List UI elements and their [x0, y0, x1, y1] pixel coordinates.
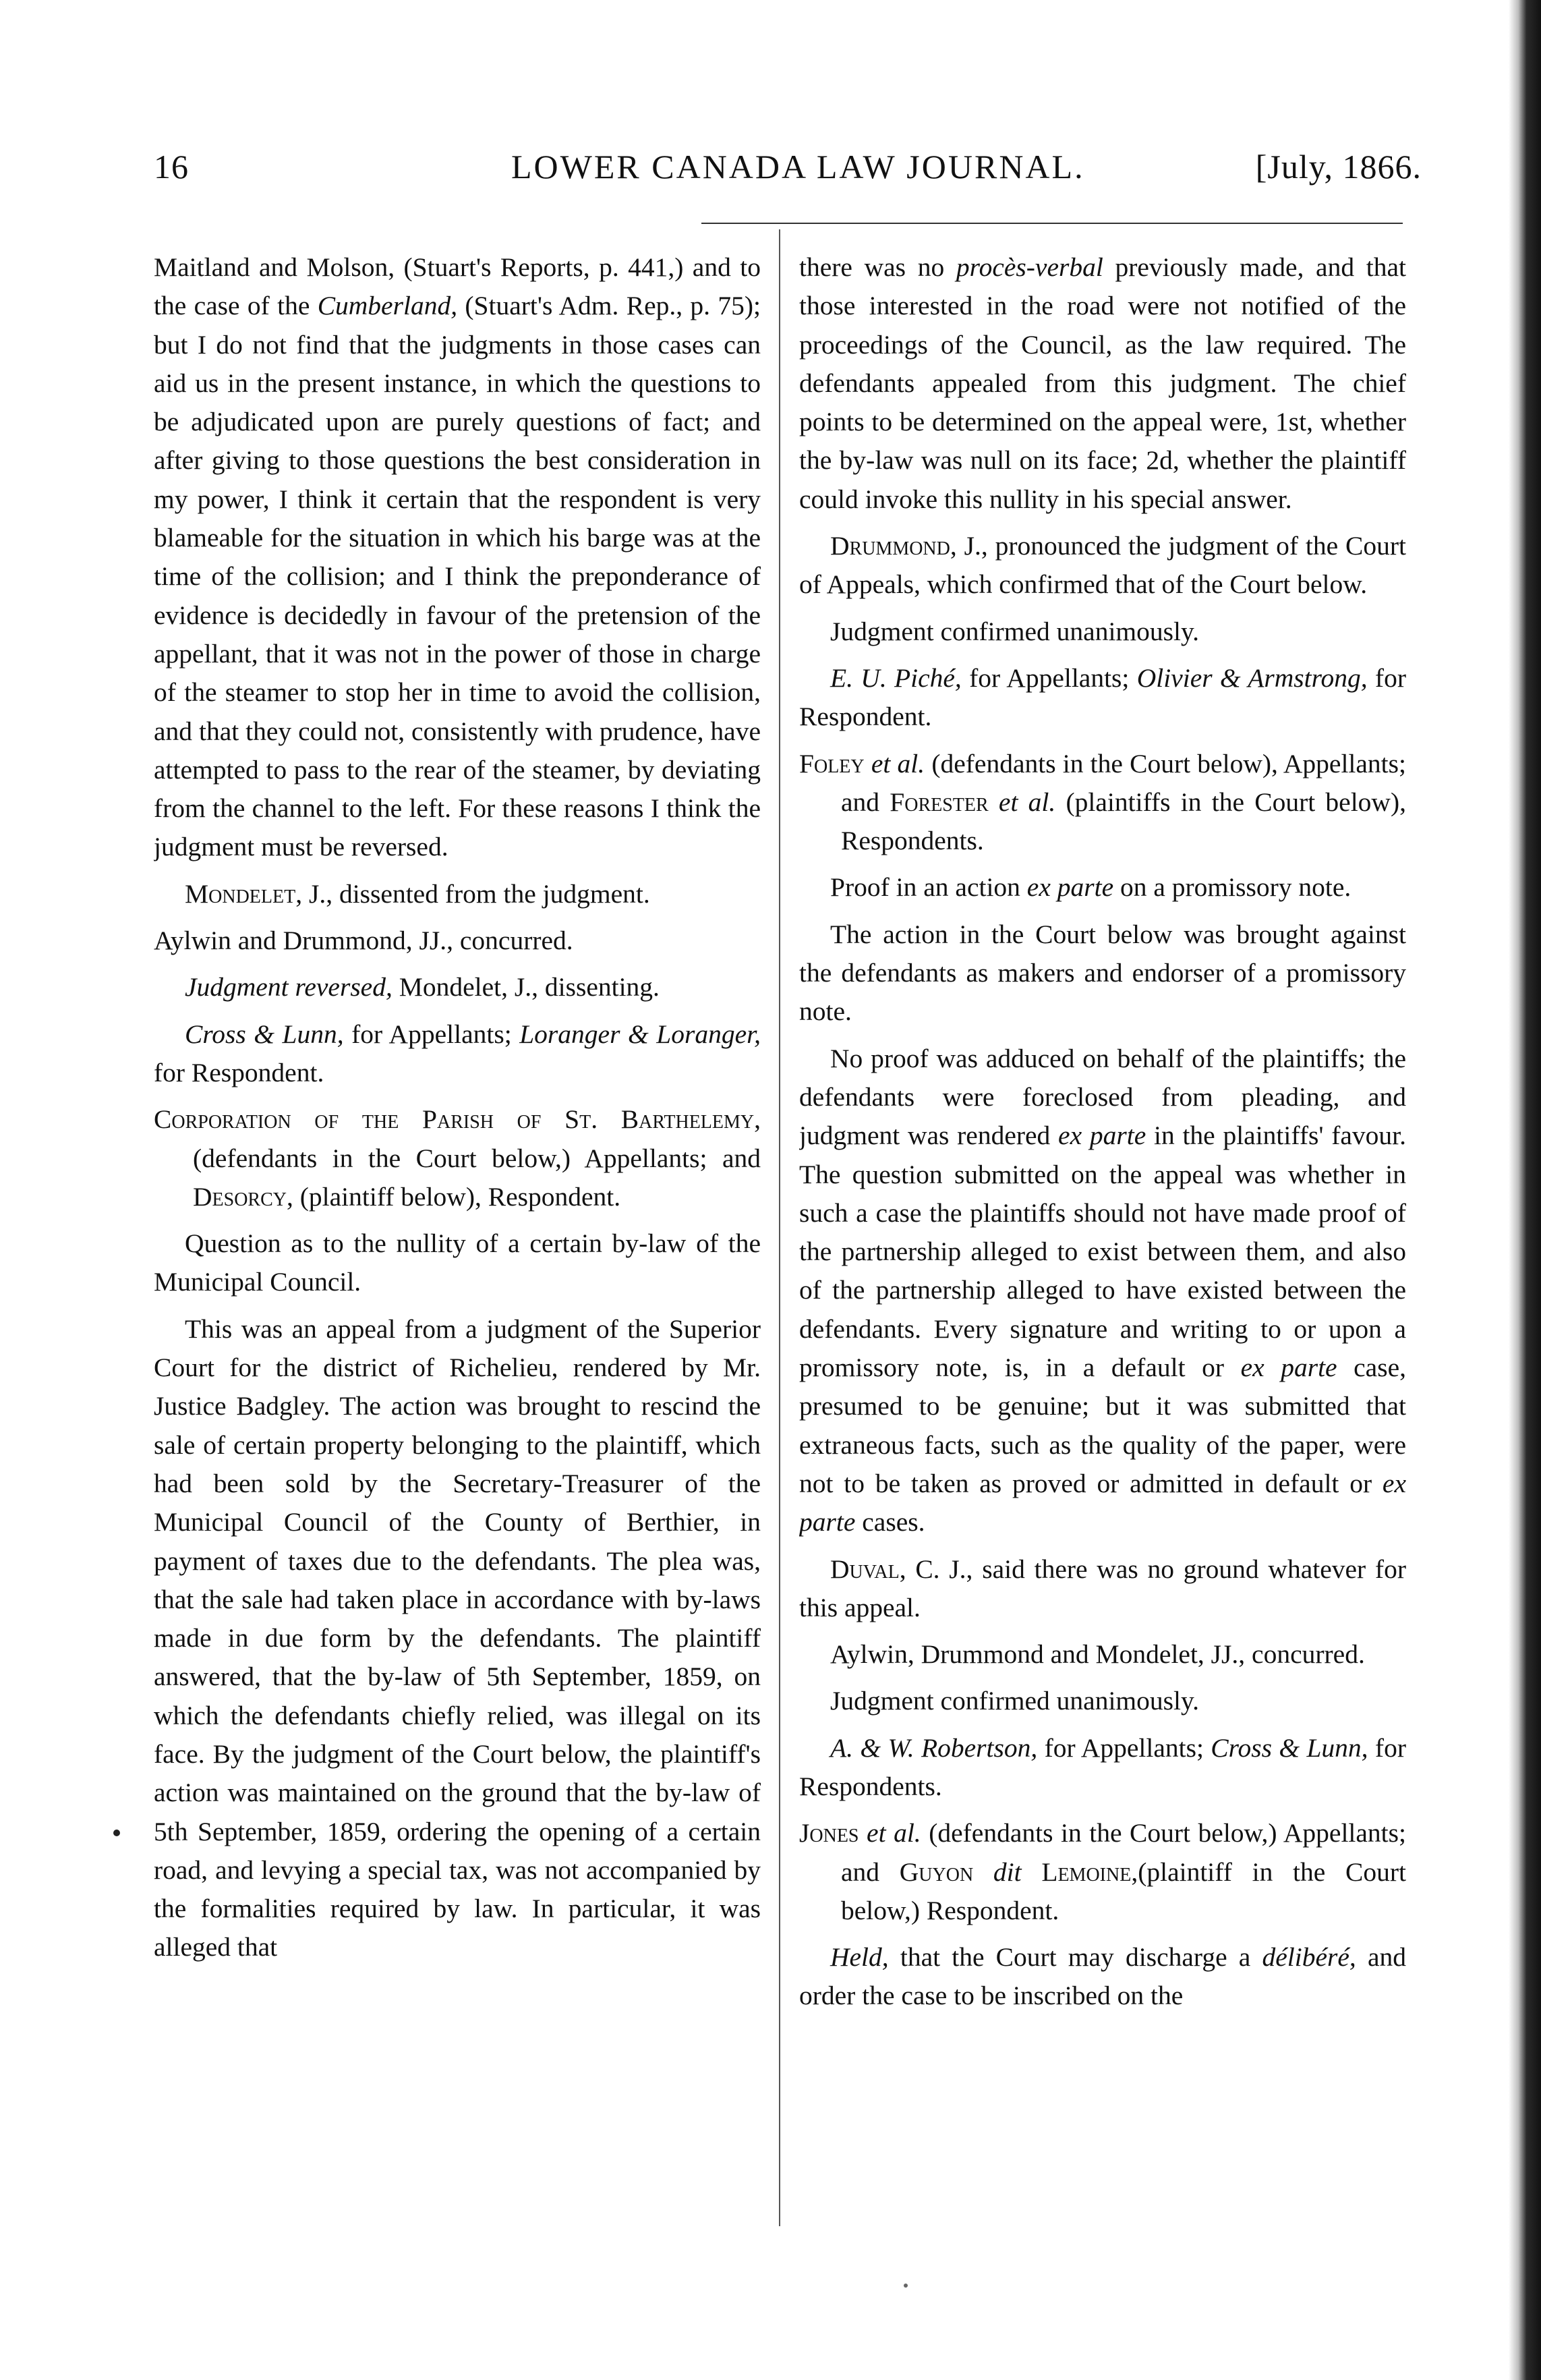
- paragraph: Duval, C. J., said there was no ground whatever for this appeal.: [799, 1554, 1406, 1622]
- case-summary: Proof in an action ex parte on a promissory note.: [830, 872, 1351, 903]
- page-edge-shadow: [1509, 0, 1541, 2380]
- paragraph: Cross & Lunn, for Appellants; Loranger & Loranger, for Respondent.: [154, 1019, 761, 1087]
- paragraph: The action in the Court below was brought against the defendants as makers and endorser of a promissory note.: [799, 919, 1406, 1027]
- paragraph: Judgment confirmed unanimously.: [830, 1686, 1200, 1716]
- paragraph: This was an appeal from a judgment of the Superior Court for the district of Richelieu, rendered by Mr. Justice Badgley. The action was brought to rescind the sale of certain property belonging to the plaintiff, which had been sold by the Secretary-Treasurer of the Municipal Council of the County of Berthier, in payment of taxes due to the defendants. The plea was, that the sale had taken place in accordance with by-laws made in due form by the defendants. The plaintiff answered, that the by-law of 5th September, 1859, on which the defendants chiefly relied, was illegal on its face. By the judgment of the Court below, the plaintiff's action was maintained on the ground that the by-law of 5th September, 1859, ordering the opening of a certain road, and levying a special tax, was not accompanied by the formalities required by law. In particular, it was alleged that: [154, 1313, 761, 1962]
- paragraph: E. U. Piché, for Appellants; Olivier & Armstrong, for Respondent.: [799, 662, 1406, 732]
- paragraph: Mondelet, J., dissented from the judgment.: [185, 878, 650, 909]
- right-column: [799, 248, 1406, 2238]
- paragraph: Judgment reversed, Mondelet, J., dissenting.: [185, 972, 660, 1002]
- column-divider: [779, 229, 780, 2226]
- case-title: Jones et al. (defendants in the Court below,) Appellants; and Guyon dit Lemoine,(plaintiff in the Court below,) Respondent.: [799, 1818, 1406, 1925]
- journal-title: LOWER CANADA LAW JOURNAL.: [511, 148, 1085, 186]
- margin-mark: [113, 1830, 120, 1836]
- paragraph: No proof was adduced on behalf of the plaintiffs; the defendants were foreclosed from pleading, and judgment was rendered ex parte in the plaintiffs' favour. The question submitted on the appeal was whether in such a case the plaintiffs should not have made proof of the partnership alleged to exist between them, and also of the partnership alleged to have existed between the defendants. Every signature and writing to or upon a promissory note, is, in a default or ex parte case, presumed to be genuine; but it was submitted that extraneous facts, such as the quality of the paper, were not to be taken as proved or admitted in default or ex parte cases.: [799, 1043, 1406, 1537]
- print-speck: [904, 2284, 908, 2288]
- paragraph: Drummond, J., pronounced the judgment of the Court of Appeals, which confirmed that of the Court below.: [799, 531, 1406, 600]
- case-title: Foley et al. (defendants in the Court below), Appellants; and Forester et al. (plaintiffs in the Court below), Respondents.: [799, 748, 1406, 856]
- paragraph: Maitland and Molson, (Stuart's Reports, p. 441,) and to the case of the Cumberland, (Stuart's Adm. Rep., p. 75); but I do not find that the judgments in those cases can aid us in the present instance, in which the questions to be adjudicated upon are purely questions of fact; and after giving to those questions the best consideration in my power, I think it certain that the respondent is very blameable for the situation in which his barge was at the time of the collision; and I think the preponderance of evidence is decidedly in favour of the pretension of the appellant, that it was not in the power of those in charge of the steamer to stop her in time to avoid the collision, and that they could not, consistently with prudence, have attempted to pass to the rear of the steamer, by deviating from the channel to the left. For these reasons I think the judgment must be reversed.: [154, 252, 761, 862]
- running-header: [154, 147, 1422, 194]
- page-number: 16: [154, 148, 189, 186]
- left-column: [154, 248, 761, 2238]
- paragraph: Aylwin and Drummond, JJ., concurred.: [154, 926, 573, 956]
- case-summary: Question as to the nullity of a certain by-law of the Municipal Council.: [154, 1228, 761, 1297]
- paragraph: there was no procès-verbal previously made, and that those interested in the road were not notified of the proceedings of the Council, as the law required. The defendants appealed from this judgment. The chief points to be determined on the appeal were, 1st, whether the by-law was null on its face; 2d, whether the plaintiff could invoke this nullity in his special answer.: [799, 252, 1406, 514]
- issue-date: [July, 1866.: [1255, 148, 1422, 186]
- paragraph: Aylwin, Drummond and Mondelet, JJ., concurred.: [830, 1639, 1365, 1670]
- paragraph: Judgment confirmed unanimously.: [830, 616, 1200, 646]
- case-title: Corporation of the Parish of St. Barthelemy, (defendants in the Court below,) Appellants; and Desorcy, (plaintiff below), Respondent.: [154, 1104, 761, 1212]
- paragraph: A. & W. Robertson, for Appellants; Cross & Lunn, for Respondents.: [799, 1732, 1406, 1801]
- header-rule: [701, 223, 1403, 224]
- paragraph: Held, that the Court may discharge a délibéré, and order the case to be inscribed on the: [799, 1942, 1406, 2011]
